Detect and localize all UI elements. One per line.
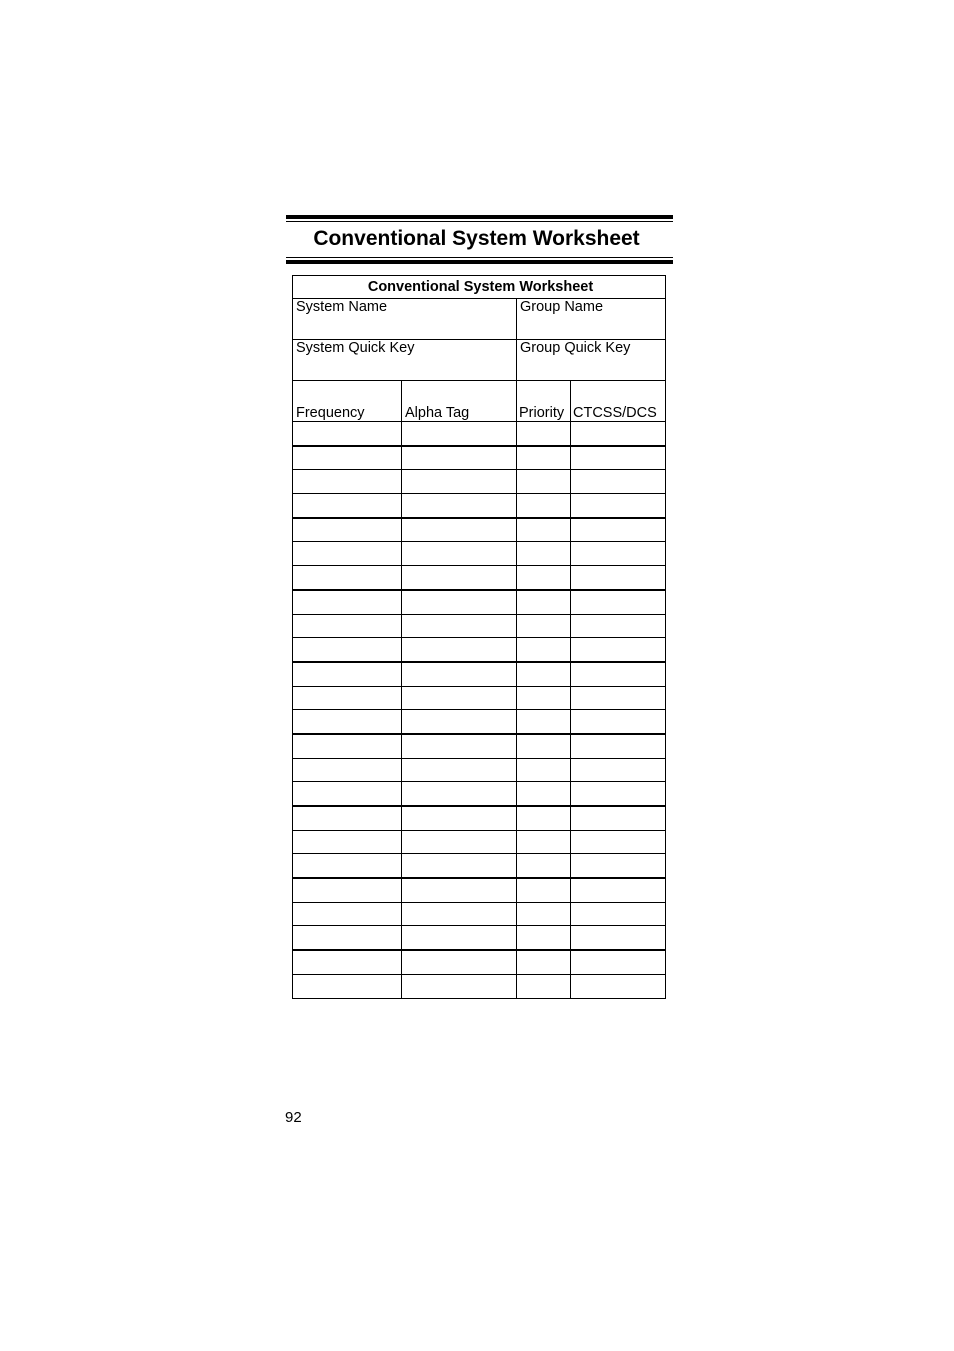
frequency-cell[interactable] — [293, 782, 402, 806]
ctcss-dcs-cell[interactable] — [571, 446, 666, 470]
ctcss-dcs-cell[interactable] — [571, 710, 666, 734]
alpha-tag-cell[interactable] — [402, 734, 517, 758]
table-row — [293, 470, 666, 494]
table-row — [293, 614, 666, 638]
ctcss-dcs-cell[interactable] — [571, 902, 666, 926]
ctcss-dcs-cell[interactable] — [571, 566, 666, 590]
alpha-tag-cell[interactable] — [402, 878, 517, 902]
table-row — [293, 806, 666, 830]
alpha-tag-cell[interactable] — [402, 542, 517, 566]
priority-cell[interactable] — [517, 494, 571, 518]
ctcss-dcs-cell[interactable] — [571, 638, 666, 662]
priority-cell[interactable] — [517, 638, 571, 662]
alpha-tag-cell[interactable] — [402, 758, 517, 782]
ctcss-dcs-cell[interactable] — [571, 590, 666, 614]
alpha-tag-cell[interactable] — [402, 806, 517, 830]
table-row — [293, 446, 666, 470]
alpha-tag-cell[interactable] — [402, 974, 517, 998]
frequency-cell[interactable] — [293, 734, 402, 758]
table-row — [293, 518, 666, 542]
priority-cell[interactable] — [517, 902, 571, 926]
table-row — [293, 710, 666, 734]
frequency-cell[interactable] — [293, 902, 402, 926]
ctcss-dcs-cell[interactable] — [571, 854, 666, 878]
frequency-cell[interactable] — [293, 638, 402, 662]
alpha-tag-cell[interactable] — [402, 950, 517, 974]
frequency-cell[interactable] — [293, 710, 402, 734]
frequency-cell[interactable] — [293, 854, 402, 878]
ctcss-dcs-cell[interactable] — [571, 806, 666, 830]
frequency-cell[interactable] — [293, 878, 402, 902]
frequency-cell[interactable] — [293, 494, 402, 518]
column-header-frequency: Frequency — [293, 381, 402, 422]
table-row — [293, 926, 666, 950]
table-row — [293, 758, 666, 782]
ctcss-dcs-cell[interactable] — [571, 950, 666, 974]
frequency-cell[interactable] — [293, 566, 402, 590]
name-row — [293, 299, 666, 340]
frequency-cell[interactable] — [293, 518, 402, 542]
ctcss-dcs-cell[interactable] — [571, 830, 666, 854]
priority-cell[interactable] — [517, 422, 571, 446]
table-row — [293, 638, 666, 662]
alpha-tag-cell[interactable] — [402, 902, 517, 926]
ctcss-dcs-cell[interactable] — [571, 878, 666, 902]
priority-cell[interactable] — [517, 782, 571, 806]
alpha-tag-cell[interactable] — [402, 494, 517, 518]
frequency-cell[interactable] — [293, 950, 402, 974]
priority-cell[interactable] — [517, 614, 571, 638]
table-row — [293, 902, 666, 926]
ctcss-dcs-cell[interactable] — [571, 926, 666, 950]
priority-cell[interactable] — [517, 950, 571, 974]
priority-cell[interactable] — [517, 806, 571, 830]
alpha-tag-cell[interactable] — [402, 710, 517, 734]
table-row — [293, 494, 666, 518]
ctcss-dcs-cell[interactable] — [571, 686, 666, 710]
ctcss-dcs-cell[interactable] — [571, 974, 666, 998]
frequency-cell[interactable] — [293, 662, 402, 686]
frequency-cell[interactable] — [293, 422, 402, 446]
heading-rule-bottom-thin — [286, 257, 673, 258]
alpha-tag-cell[interactable] — [402, 566, 517, 590]
column-header-row — [293, 381, 666, 422]
priority-cell[interactable] — [517, 590, 571, 614]
worksheet-table — [292, 275, 666, 999]
alpha-tag-cell[interactable] — [402, 854, 517, 878]
page-number: 92 — [285, 1109, 302, 1126]
table-row — [293, 950, 666, 974]
heading-rule-bottom-thick — [286, 260, 673, 264]
table-row — [293, 566, 666, 590]
priority-cell[interactable] — [517, 878, 571, 902]
frequency-cell[interactable] — [293, 806, 402, 830]
system-name-field[interactable]: System Name — [293, 299, 517, 340]
ctcss-dcs-cell[interactable] — [571, 542, 666, 566]
priority-cell[interactable] — [517, 542, 571, 566]
alpha-tag-cell[interactable] — [402, 638, 517, 662]
table-row — [293, 590, 666, 614]
ctcss-dcs-cell[interactable] — [571, 662, 666, 686]
frequency-cell[interactable] — [293, 830, 402, 854]
table-row — [293, 662, 666, 686]
column-header-ctcss-dcs: CTCSS/DCS — [571, 381, 666, 422]
frequency-cell[interactable] — [293, 614, 402, 638]
alpha-tag-cell[interactable] — [402, 782, 517, 806]
page-title: Conventional System Worksheet — [313, 227, 640, 250]
ctcss-dcs-cell[interactable] — [571, 782, 666, 806]
ctcss-dcs-cell[interactable] — [571, 494, 666, 518]
priority-cell[interactable] — [517, 686, 571, 710]
priority-cell[interactable] — [517, 446, 571, 470]
ctcss-dcs-cell[interactable] — [571, 758, 666, 782]
priority-cell[interactable] — [517, 854, 571, 878]
column-header-priority: Priority — [517, 381, 571, 422]
frequency-cell[interactable] — [293, 470, 402, 494]
worksheet-title-row — [293, 276, 666, 299]
table-row — [293, 686, 666, 710]
alpha-tag-cell[interactable] — [402, 422, 517, 446]
frequency-cell[interactable] — [293, 926, 402, 950]
group-quick-key-field[interactable]: Group Quick Key — [517, 340, 666, 381]
priority-cell[interactable] — [517, 566, 571, 590]
alpha-tag-cell[interactable] — [402, 686, 517, 710]
ctcss-dcs-cell[interactable] — [571, 614, 666, 638]
table-row — [293, 542, 666, 566]
frequency-cell[interactable] — [293, 542, 402, 566]
priority-cell[interactable] — [517, 926, 571, 950]
frequency-cell[interactable] — [293, 758, 402, 782]
frequency-cell[interactable] — [293, 446, 402, 470]
table-row — [293, 974, 666, 998]
table-row — [293, 854, 666, 878]
table-row — [293, 830, 666, 854]
priority-cell[interactable] — [517, 830, 571, 854]
alpha-tag-cell[interactable] — [402, 614, 517, 638]
ctcss-dcs-cell[interactable] — [571, 518, 666, 542]
alpha-tag-cell[interactable] — [402, 662, 517, 686]
frequency-cell[interactable] — [293, 974, 402, 998]
system-quick-key-field[interactable]: System Quick Key — [293, 340, 517, 381]
priority-cell[interactable] — [517, 518, 571, 542]
priority-cell[interactable] — [517, 662, 571, 686]
table-row — [293, 422, 666, 446]
priority-cell[interactable] — [517, 710, 571, 734]
table-row — [293, 878, 666, 902]
column-header-alpha-tag: Alpha Tag — [402, 381, 517, 422]
frequency-cell[interactable] — [293, 686, 402, 710]
frequency-cell[interactable] — [293, 590, 402, 614]
heading-rule-top-thin — [286, 221, 673, 222]
table-row — [293, 734, 666, 758]
ctcss-dcs-cell[interactable] — [571, 470, 666, 494]
priority-cell[interactable] — [517, 734, 571, 758]
alpha-tag-cell[interactable] — [402, 926, 517, 950]
table-row — [293, 782, 666, 806]
alpha-tag-cell[interactable] — [402, 470, 517, 494]
ctcss-dcs-cell[interactable] — [571, 422, 666, 446]
priority-cell[interactable] — [517, 974, 571, 998]
worksheet-title: Conventional System Worksheet — [293, 276, 666, 299]
alpha-tag-cell[interactable] — [402, 518, 517, 542]
alpha-tag-cell[interactable] — [402, 590, 517, 614]
quick-key-row — [293, 340, 666, 381]
priority-cell[interactable] — [517, 470, 571, 494]
heading-rule-top-thick — [286, 215, 673, 219]
ctcss-dcs-cell[interactable] — [571, 734, 666, 758]
priority-cell[interactable] — [517, 758, 571, 782]
alpha-tag-cell[interactable] — [402, 446, 517, 470]
alpha-tag-cell[interactable] — [402, 830, 517, 854]
group-name-field[interactable]: Group Name — [517, 299, 666, 340]
